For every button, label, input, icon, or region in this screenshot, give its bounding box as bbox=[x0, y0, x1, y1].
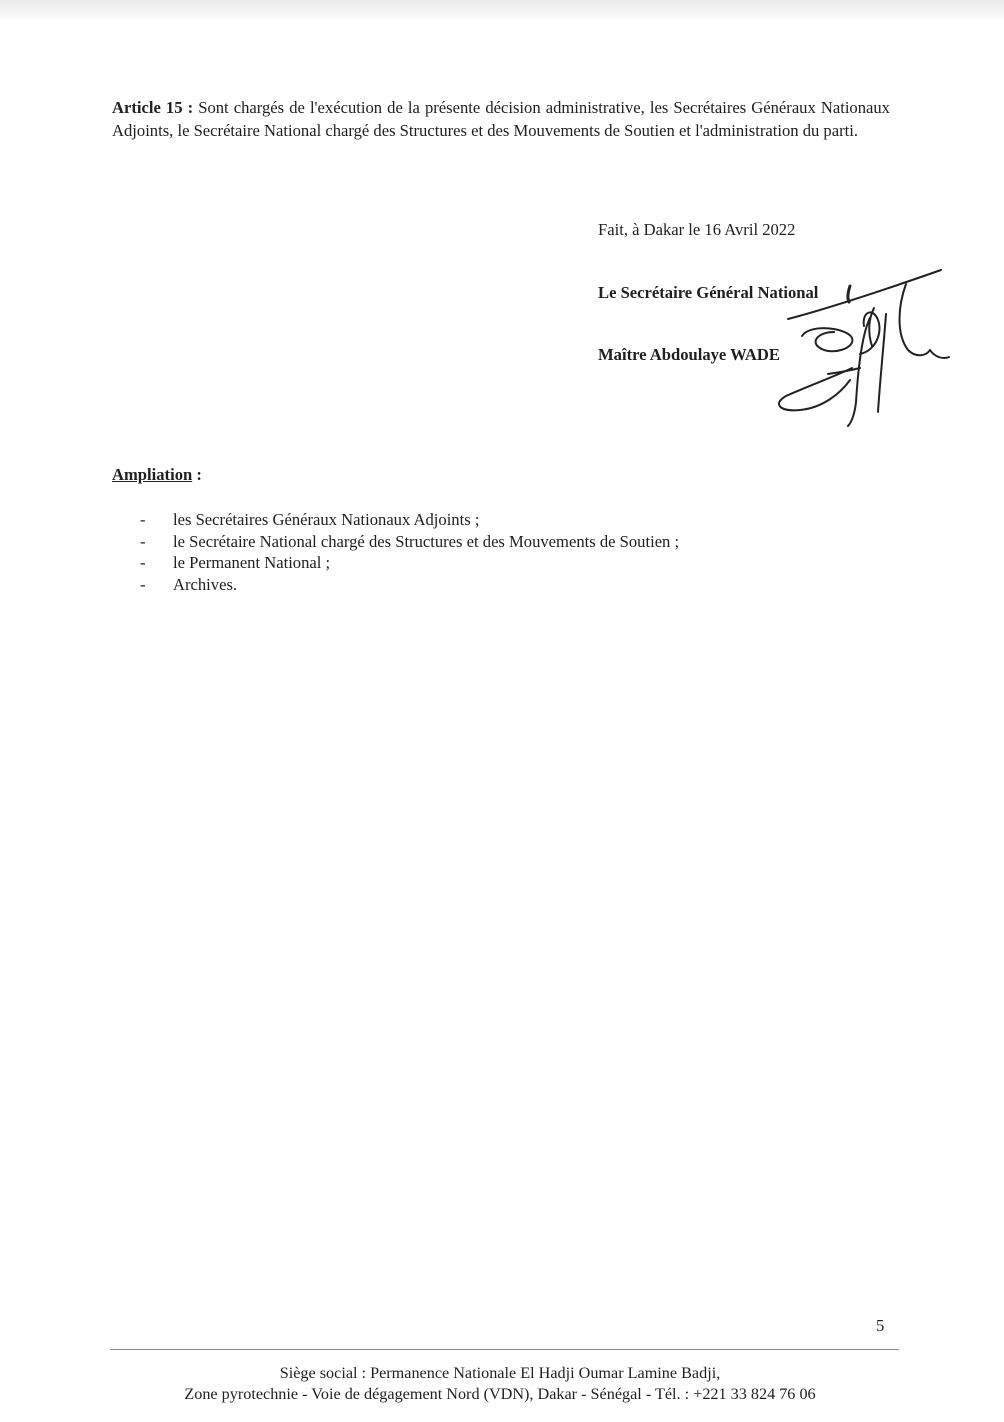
signer-title: Le Secrétaire Général National bbox=[598, 283, 819, 302]
top-shadow bbox=[0, 0, 1004, 22]
ampliation-heading-text: Ampliation bbox=[112, 465, 193, 484]
article-heading: Article 15 : bbox=[112, 98, 194, 117]
footer-divider bbox=[110, 1349, 899, 1350]
bullet-dash: - bbox=[140, 553, 146, 572]
list-item-text: les Secrétaires Généraux Nationaux Adjoints ; bbox=[173, 510, 480, 529]
list-item-text: le Secrétaire National chargé des Structures et des Mouvements de Soutien ; bbox=[173, 531, 680, 551]
list-item bbox=[140, 574, 679, 596]
ampliation-heading-colon: : bbox=[192, 465, 202, 484]
article-15 bbox=[112, 97, 890, 142]
list-item-text: Archives. bbox=[173, 574, 238, 594]
ampliation-list bbox=[140, 509, 679, 595]
signer-name: Maître Abdoulaye WADE bbox=[598, 345, 780, 364]
footer-line-1: Siège social : Permanence Nationale El Hadji Oumar Lamine Badji, bbox=[279, 1364, 721, 1382]
list-item bbox=[140, 552, 679, 574]
ampliation-heading bbox=[112, 465, 202, 485]
article-body: Sont chargés de l'exécution de la présente décision administrative, les Secrétaires Généraux Nationaux Adjoints, le Secrétaire National chargé des Structures et des Mouvements de Soutien et l'administration du parti. bbox=[112, 98, 890, 140]
list-item bbox=[140, 509, 679, 531]
list-item-text: le Permanent National ; bbox=[173, 553, 331, 572]
page-number: 5 bbox=[876, 1316, 885, 1335]
bullet-dash: - bbox=[140, 574, 146, 594]
list-item bbox=[140, 531, 679, 553]
footer-address bbox=[110, 1363, 890, 1405]
handwritten-signature bbox=[766, 262, 952, 432]
footer-line-2: Zone pyrotechnie - Voie de dégagement Nord (VDN), Dakar - Sénégal - Tél. : +221 33 824 76 06 bbox=[184, 1385, 816, 1403]
bullet-dash: - bbox=[140, 510, 146, 529]
bullet-dash: - bbox=[140, 531, 146, 551]
place-date: Fait, à Dakar le 16 Avril 2022 bbox=[598, 220, 796, 239]
